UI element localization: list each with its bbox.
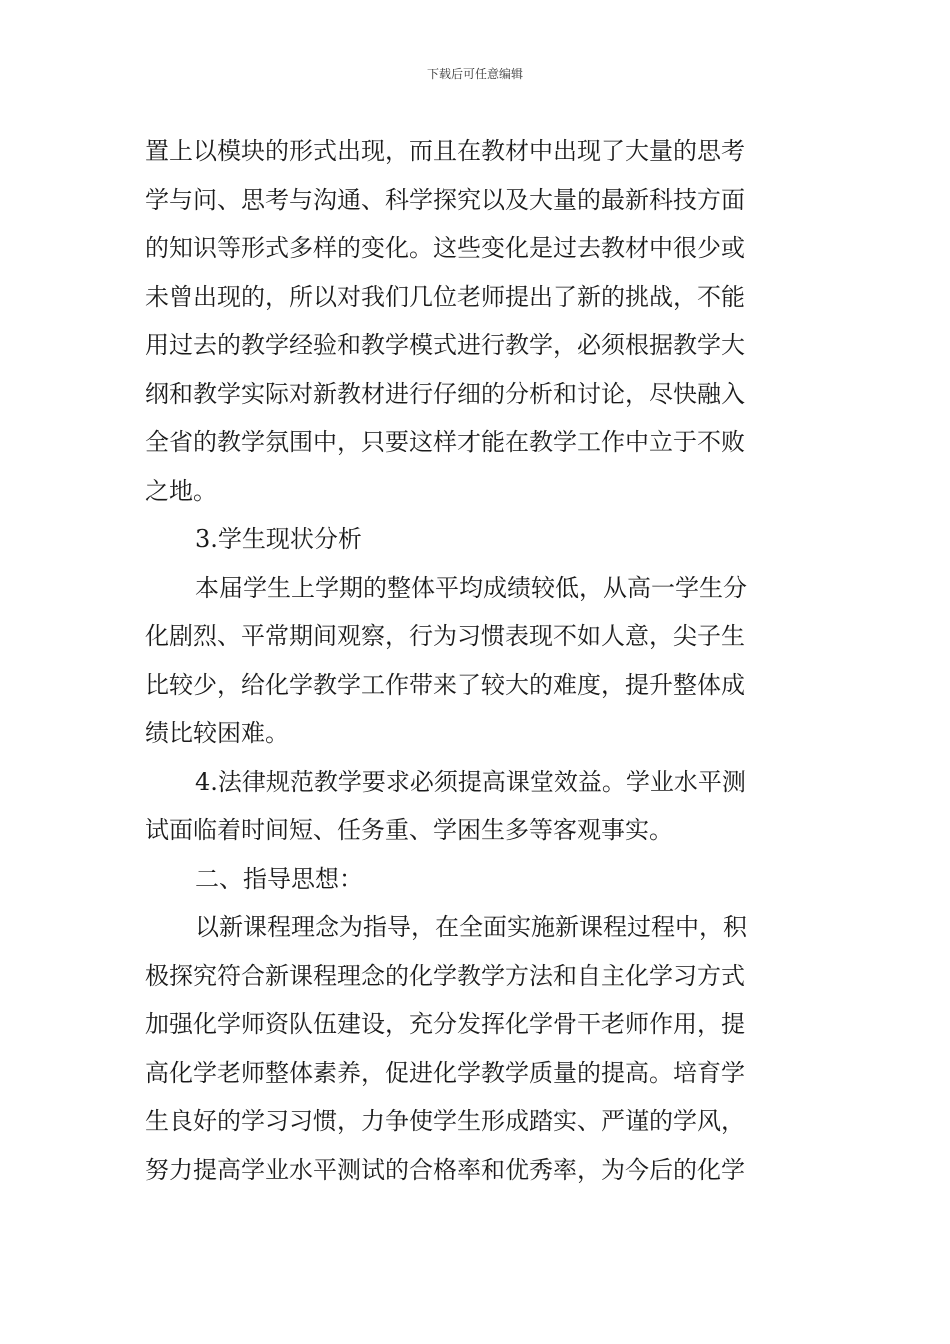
text-line: 生良好的学习习惯，力争使学生形成踏实、严谨的学风， xyxy=(145,1107,745,1135)
text-line: 以新课程理念为指导，在全面实施新课程过程中，积 xyxy=(195,913,747,941)
page-header: 下载后可任意编辑 xyxy=(426,67,523,81)
text-line: 高化学老师整体素养，促进化学教学质量的提高。培育学 xyxy=(145,1058,745,1087)
text-line: 之地。 xyxy=(145,476,217,505)
document-body xyxy=(145,127,807,1194)
text-line: 努力提高学业水平测试的合格率和优秀率，为今后的化学 xyxy=(145,1155,745,1184)
text-line: 全省的教学氛围中，只要这样才能在教学工作中立于不败 xyxy=(145,428,745,456)
text-line: 4.法律规范教学要求必须提高课堂效益。学业水平测 xyxy=(195,767,746,796)
text-line: 的知识等形式多样的变化。这些变化是过去教材中很少或 xyxy=(145,234,745,262)
text-line: 化剧烈、平常期间观察，行为习惯表现不如人意，尖子生 xyxy=(145,622,745,650)
text-line: 试面临着时间短、任务重、学困生多等客观事实。 xyxy=(145,816,673,844)
text-line: 纲和教学实际对新教材进行仔细的分析和讨论，尽快融入 xyxy=(145,379,745,408)
text-line: 绩比较困难。 xyxy=(145,719,289,747)
text-line: 加强化学师资队伍建设，充分发挥化学骨干老师作用，提 xyxy=(145,1010,745,1038)
text-line: 本届学生上学期的整体平均成绩较低，从高一学生分 xyxy=(195,573,747,602)
text-line: 用过去的教学经验和教学模式进行教学，必须根据教学大 xyxy=(145,331,745,359)
text-line: 极探究符合新课程理念的化学教学方法和自主化学习方式 xyxy=(145,961,745,990)
text-line: 学与问、思考与沟通、科学探究以及大量的最新科技方面 xyxy=(145,185,745,214)
text-line: 未曾出现的，所以对我们几位老师提出了新的挑战，不能 xyxy=(145,282,745,311)
section-heading: 二、指导思想： xyxy=(195,864,363,893)
section-heading: 3.学生现状分析 xyxy=(195,525,362,553)
text-line: 置上以模块的形式出现，而且在教材中出现了大量的思考 xyxy=(145,137,745,165)
text-line: 比较少，给化学教学工作带来了较大的难度，提升整体成 xyxy=(145,670,745,699)
